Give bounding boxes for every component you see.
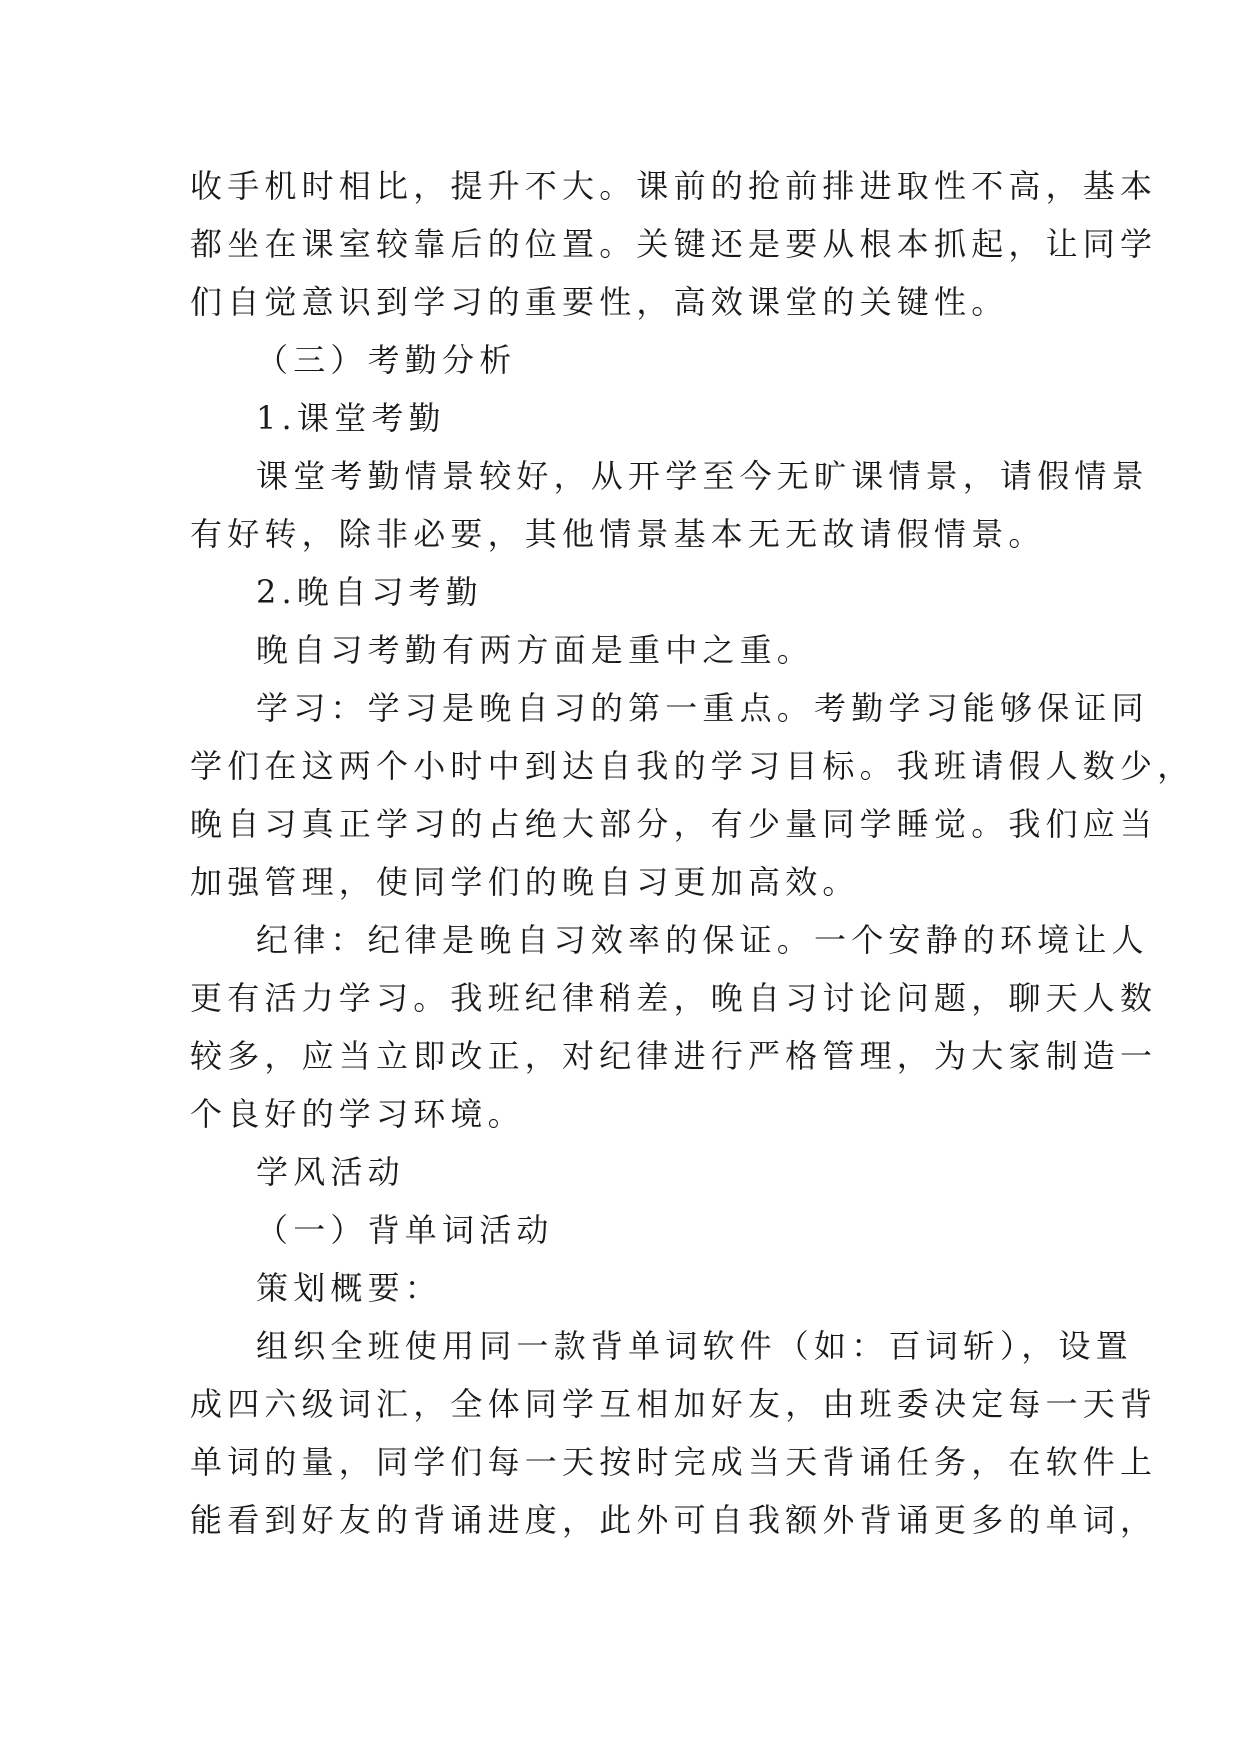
paragraph-line: 课堂考勤情景较好，从开学至今无旷课情景，请假情景 [256, 457, 1149, 495]
paragraph-line: 有好转，除非必要，其他情景基本无无故请假情景。 [190, 515, 1046, 553]
paragraph-line: 学们在这两个小时中到达自我的学习目标。我班请假人数少， [190, 747, 1195, 785]
paragraph-line: 策划概要： [256, 1269, 443, 1307]
paragraph-line: 组织全班使用同一款背单词软件（如：百词斩），设置 [256, 1327, 1133, 1365]
section-heading: （三）考勤分析 [256, 341, 517, 379]
paragraph-line: 个良好的学习环境。 [190, 1095, 525, 1133]
paragraph-line: 纪律：纪律是晚自习效率的保证。一个安静的环境让人 [256, 921, 1149, 959]
paragraph-line: 加强管理，使同学们的晚自习更加高效。 [190, 863, 860, 901]
paragraph-line: 都坐在课室较靠后的位置。关键还是要从根本抓起，让同学 [190, 225, 1158, 263]
section-heading: 学风活动 [256, 1153, 405, 1191]
paragraph-line: 单词的量，同学们每一天按时完成当天背诵任务，在软件上 [190, 1443, 1158, 1481]
paragraph-line: 较多，应当立即改正，对纪律进行严格管理，为大家制造一 [190, 1037, 1158, 1075]
section-heading: （一）背单词活动 [256, 1211, 554, 1249]
paragraph-line: 晚自习考勤有两方面是重中之重。 [256, 631, 815, 669]
paragraph-line: 更有活力学习。我班纪律稍差，晚自习讨论问题，聊天人数 [190, 979, 1158, 1017]
paragraph-line: 晚自习真正学习的占绝大部分，有少量同学睡觉。我们应当 [190, 805, 1158, 843]
paragraph-line: 收手机时相比，提升不大。课前的抢前排进取性不高，基本 [190, 167, 1158, 205]
paragraph-line: 学习：学习是晚自习的第一重点。考勤学习能够保证同 [256, 689, 1149, 727]
paragraph-line: 成四六级词汇，全体同学互相加好友，由班委决定每一天背 [190, 1385, 1158, 1423]
paragraph-line: 们自觉意识到学习的重要性，高效课堂的关键性。 [190, 283, 1009, 321]
paragraph-line: 能看到好友的背诵进度，此外可自我额外背诵更多的单词， [190, 1501, 1158, 1539]
subsection-heading: 1.课堂考勤 [256, 399, 446, 437]
subsection-heading: 2.晚自习考勤 [256, 573, 483, 611]
